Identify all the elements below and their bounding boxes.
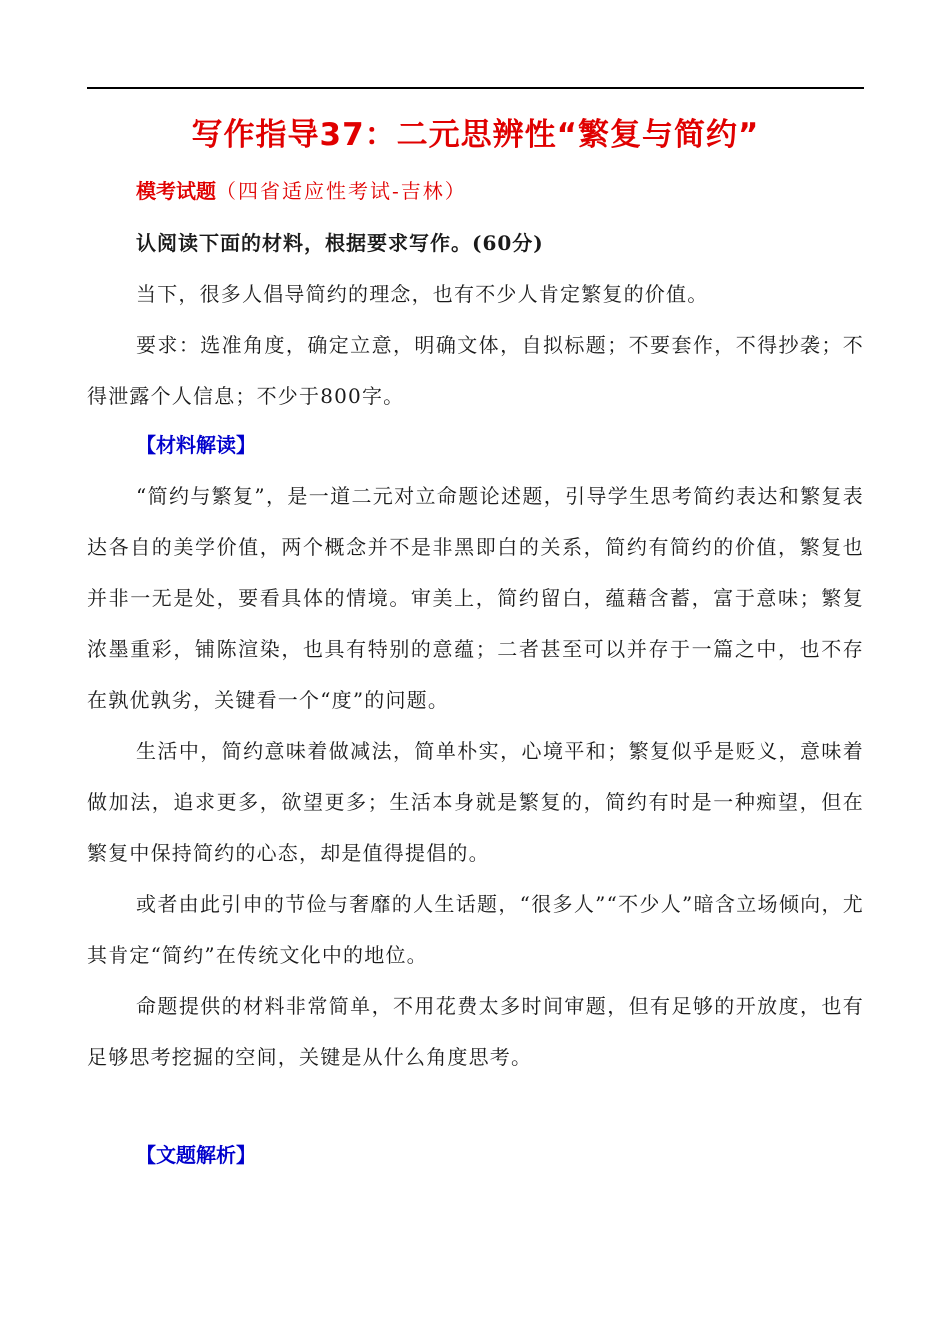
instruction-line: 认阅读下面的材料，根据要求写作。(60分) <box>136 231 544 255</box>
material-analysis-block <box>87 471 864 1083</box>
material-paragraph: 命题提供的材料非常简单，不用花费太多时间审题，但有足够的开放度，也有足够思考挖掘的空间，关键是从什么角度思考。 <box>87 994 864 1069</box>
exam-source <box>136 176 467 206</box>
requirements-paragraph: 要求：选准角度，确定立意，明确文体，自拟标题；不要套作，不得抄袭；不得泄露个人信息；不少于800字。 <box>87 333 864 408</box>
page-title: 写作指导37：二元思辨性“繁复与简约” <box>191 117 760 153</box>
material-paragraph: 或者由此引申的节俭与奢靡的人生话题，“很多人”“不少人”暗含立场倾向，尤其肯定“简约”在传统文化中的地位。 <box>87 892 864 967</box>
prompt-paragraph: 当下，很多人倡导简约的理念，也有不少人肯定繁复的价值。 <box>136 282 709 306</box>
section-heading-analysis: 【文题解析】 <box>136 1143 256 1167</box>
material-paragraph: “简约与繁复”，是一道二元对立命题论述题，引导学生思考简约表达和繁复表达各自的美学价值，两个概念并不是非黑即白的关系，简约有简约的价值，繁复也并非一无是处，要看具体的情境。审美上，简约留白，蕴藉含蓄，富于意味；繁复浓墨重彩，铺陈渲染，也具有特别的意蕴；二者甚至可以并存于一篇之中，也不存在孰优孰劣，关键看一个“度”的问题。 <box>87 484 864 712</box>
header-rule <box>87 87 864 89</box>
prompt-block <box>87 269 864 422</box>
material-paragraph: 生活中，简约意味着做减法，简单朴实，心境平和；繁复似乎是贬义，意味着做加法，追求更多，欲望更多；生活本身就是繁复的，简约有时是一种痴望，但在繁复中保持简约的心态，却是值得提倡的。 <box>87 739 864 865</box>
exam-label: 模考试题 <box>136 179 216 203</box>
section-heading-material: 【材料解读】 <box>136 433 256 457</box>
exam-note: （四省适应性考试-吉林） <box>216 179 467 203</box>
